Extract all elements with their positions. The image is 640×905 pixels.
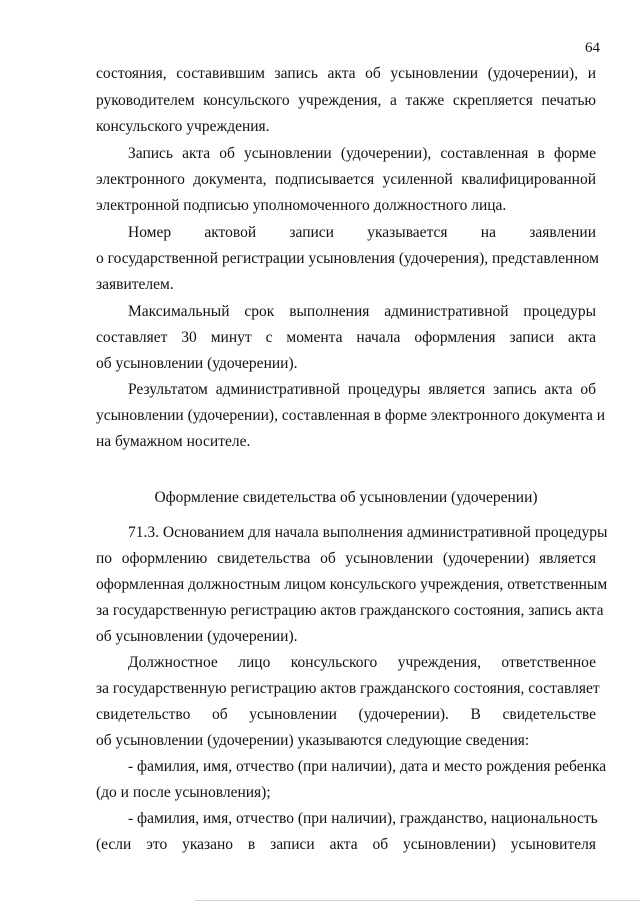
bottom-edge-divider <box>195 900 640 901</box>
text-line: на бумажном носителе. <box>96 433 251 450</box>
text-line: Максимальный срок выполнения административной процедуры <box>128 303 596 320</box>
list-item: - фамилия, имя, отчество (при наличии), гражданство, национальность <box>128 810 598 827</box>
text-line: Должностное лицо консульского учреждения, ответственное <box>128 654 596 671</box>
text-line: о государственной регистрации усыновления (удочерения), представленном <box>96 250 599 267</box>
text-line: состояния, составившим запись акта об усыновлении (удочерении), и <box>96 65 596 82</box>
text-line: за государственную регистрацию актов гражданского состояния, составляет <box>96 680 600 697</box>
text-line: 71.3. Основанием для начала выполнения административной процедуры <box>128 524 608 541</box>
list-item: - фамилия, имя, отчество (при наличии), дата и место рождения ребенка <box>128 758 607 775</box>
text-line: Результатом административной процедуры является запись акта об <box>128 381 596 398</box>
text-line: электронного документа, подписывается усиленной квалифицированной <box>96 171 596 188</box>
text-line: оформленная должностным лицом консульского учреждения, ответственным <box>96 576 608 593</box>
text-line: свидетельство об усыновлении (удочерении). В свидетельстве <box>96 706 596 723</box>
text-line: (если это указано в записи акта об усыновлении) усыновителя <box>96 836 596 853</box>
text-line: за государственную регистрацию актов гражданского состояния, запись акта <box>96 602 604 619</box>
text-line: составляет 30 минут с момента начала оформления записи акта <box>96 329 596 346</box>
text-line: усыновлении (удочерении), составленная в форме электронного документа и <box>96 407 606 424</box>
text-line: об усыновлении (удочерении). <box>96 628 298 645</box>
text-line: Номер актовой записи указывается на заявлении <box>128 224 596 241</box>
text-line: консульского учреждения. <box>96 118 270 135</box>
text-line: об усыновлении (удочерении). <box>96 355 298 372</box>
text-line: Запись акта об усыновлении (удочерении), составленная в форме <box>128 145 596 162</box>
section-heading: Оформление свидетельства об усыновлении (удочерении) <box>154 489 538 506</box>
text-line: по оформлению свидетельства об усыновлении (удочерении) является <box>96 550 596 567</box>
text-line: электронной подписью уполномоченного должностного лица. <box>96 197 507 214</box>
text-line: руководителем консульского учреждения, а также скрепляется печатью <box>96 92 596 109</box>
text-line: заявителем. <box>96 276 174 293</box>
text-line: (до и после усыновления); <box>96 784 271 801</box>
page-number: 64 <box>585 40 600 56</box>
text-line: об усыновлении (удочерении) указываются следующие сведения: <box>96 732 530 749</box>
